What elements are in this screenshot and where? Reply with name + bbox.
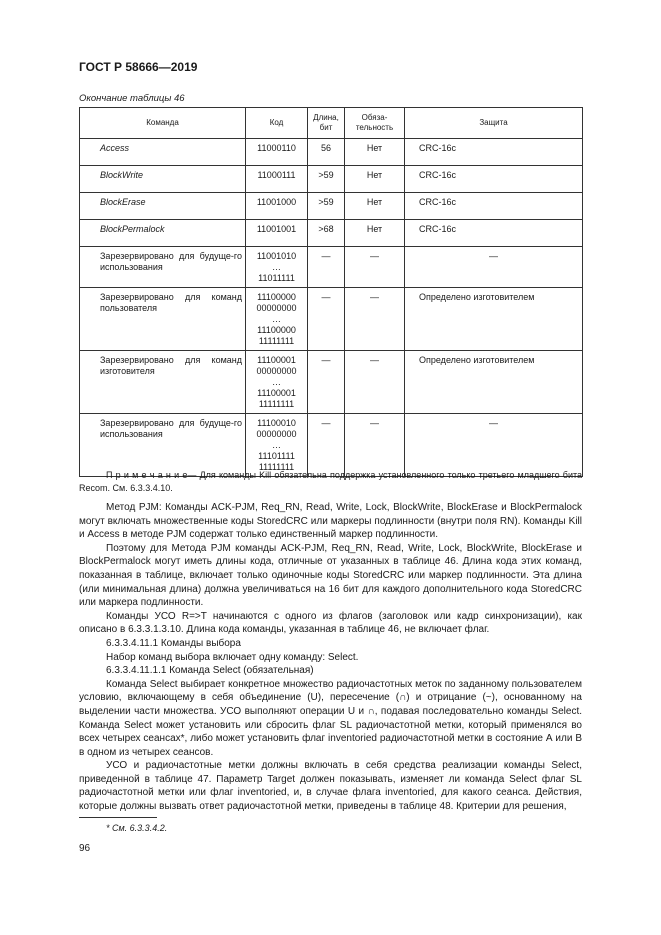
cell-protection: CRC-16c xyxy=(405,166,583,193)
col-header-length: Длина, бит xyxy=(308,108,345,139)
table-row xyxy=(80,414,583,477)
cell-protection: CRC-16c xyxy=(405,193,583,220)
commands-table xyxy=(79,107,583,477)
document-header: ГОСТ Р 58666—2019 xyxy=(79,60,198,74)
cell-code: 11100000 00000000 … 11100000 11111111 xyxy=(246,288,308,351)
paragraph: Набор команд выбора включает одну команду: Select. xyxy=(106,651,359,663)
cell-required: Нет xyxy=(345,193,405,220)
cell-length: — xyxy=(308,351,345,414)
cell-protection: — xyxy=(405,247,583,288)
cell-command: Зарезервировано для команд изготовителя xyxy=(80,351,246,414)
table-row xyxy=(80,288,583,351)
cell-protection: — xyxy=(405,414,583,477)
col-header-protection: Защита xyxy=(405,108,583,139)
cell-required: Нет xyxy=(345,220,405,247)
body-text xyxy=(79,501,582,814)
table-row xyxy=(80,351,583,414)
cell-required: — xyxy=(345,247,405,288)
cell-command: BlockErase xyxy=(80,193,246,220)
cell-code: 11000110 xyxy=(246,139,308,166)
table-header-row xyxy=(80,108,583,139)
cell-command: Зарезервировано для будуще-го использования xyxy=(80,414,246,477)
note-text: — Для команды Kill обязательна поддержка установленного только третьего младшего бита Recom. См. 6.3.3.4.10. xyxy=(79,470,582,493)
cell-required: Нет xyxy=(345,166,405,193)
cell-length: >59 xyxy=(308,166,345,193)
section-heading: 6.3.3.4.11.1.1 Команда Select (обязательная) xyxy=(106,665,314,677)
paragraph: Команды УСО R=>T начинаются с одного из флагов (заголовок или кадр синхронизации), как описано в 6.3.3.1.3.10. Длина кода команды, указанная в таблице 46, не включает флаг. xyxy=(79,610,582,636)
cell-required: — xyxy=(345,414,405,477)
section-heading: 6.3.3.4.11.1 Команды выбора xyxy=(106,637,241,649)
footnote: * См. 6.3.3.4.2. xyxy=(106,823,168,833)
col-header-command: Команда xyxy=(80,108,246,139)
cell-length: >59 xyxy=(308,193,345,220)
table-row xyxy=(80,220,583,247)
table-row xyxy=(80,247,583,288)
paragraph: Метод PJM: Команды ACK-PJM, Req_RN, Read, Write, Lock, BlockWrite, BlockErase и BlockPermalock могут включать множественные коды StoredCRC или маркеры подлинности (внутри поля RN). Команды Kill и Access в методе PJM содержат только единственный маркер подлинности. xyxy=(79,502,582,541)
cell-protection: Определено изготовителем xyxy=(405,288,583,351)
cell-code: 11100010 00000000 … 11101111 11111111 xyxy=(246,414,308,477)
cell-command: Зарезервировано для будуще-го использования xyxy=(80,247,246,288)
page-number: 96 xyxy=(79,843,91,854)
table-row xyxy=(80,193,583,220)
cell-protection: CRC-16c xyxy=(405,139,583,166)
paragraph: Поэтому для Метода PJM команды ACK-PJM, Req_RN, Read, Write, Lock, BlockWrite, BlockErase и BlockPermalock могут иметь длины кода, отличные от указанных в таблице 46. Длина кода этих команд, показанная в таблице, включает только одиночные коды StoredCRC или маркер подлинности. Эта длина (или минимальная длина) должна увеличиваться на 16 бит для каждого дополнительного кода StoredCRC или маркера подлинности. xyxy=(79,542,582,609)
cell-length: — xyxy=(308,288,345,351)
cell-length: >68 xyxy=(308,220,345,247)
cell-required: — xyxy=(345,351,405,414)
cell-command: Access xyxy=(80,139,246,166)
cell-code: 11000111 xyxy=(246,166,308,193)
paragraph: УСО и радиочастотные метки должны включать в себя средства реализации команды Select, приведенной в таблице 47. Параметр Target должен показывать, изменяет ли команда Select флаг SL радиочастотной метки или флаг inventoried, и, в случае флага inventoried, для какого сеанса. Действия, которые должны вызвать ответ радиочастотной метки, приведены в таблице 48. Критерии для решения, xyxy=(79,760,582,813)
cell-protection: CRC-16c xyxy=(405,220,583,247)
table-row xyxy=(80,139,583,166)
cell-length: — xyxy=(308,414,345,477)
note-label: П р и м е ч а н и е xyxy=(106,470,188,480)
cell-command: Зарезервировано для команд пользователя xyxy=(80,288,246,351)
table-caption: Окончание таблицы 46 xyxy=(79,93,185,104)
cell-code: 11100001 00000000 … 11100001 11111111 xyxy=(246,351,308,414)
cell-length: — xyxy=(308,247,345,288)
cell-length: 56 xyxy=(308,139,345,166)
cell-command: BlockWrite xyxy=(80,166,246,193)
cell-required: Нет xyxy=(345,139,405,166)
cell-command: BlockPermalock xyxy=(80,220,246,247)
paragraph: Команда Select выбирает конкретное множество радиочастотных меток по заданному пользователем условию, включающему в себя объединение (U), пересечение (∩) и отрицание (~), основанному на выделении части множества. УСО выполняют операции U и ∩, подавая последовательно команды Select. Команда Select может установить или сбросить флаг SL радиочастотной метки, который применялся во всех четырех сеансах*, либо может установить флаг inventoried радиочастотной метки в состояние А или В в одном из четырех сеансов. xyxy=(79,678,582,758)
cell-required: — xyxy=(345,288,405,351)
cell-code: 11001001 xyxy=(246,220,308,247)
footnote-rule xyxy=(79,817,157,818)
table-row xyxy=(80,166,583,193)
col-header-code: Код xyxy=(246,108,308,139)
cell-protection: Определено изготовителем xyxy=(405,351,583,414)
cell-code: 11001010 … 11011111 xyxy=(246,247,308,288)
col-header-required: Обяза-тельность xyxy=(345,108,405,139)
cell-code: 11001000 xyxy=(246,193,308,220)
table-note xyxy=(79,469,582,494)
